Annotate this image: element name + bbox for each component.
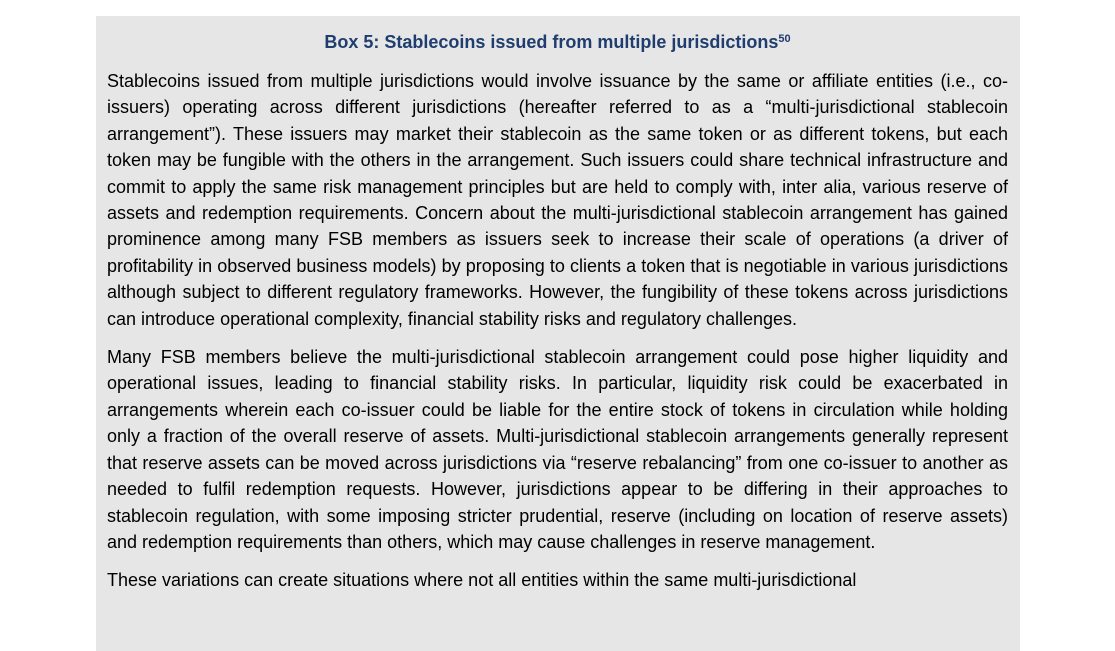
box-title-text: Box 5: Stablecoins issued from multiple jurisdictions	[324, 32, 779, 52]
paragraph-3: These variations can create situations where not all entities within the same multi-jurisdictional	[107, 570, 857, 591]
paragraph-1: Stablecoins issued from multiple jurisdictions would involve issuance by the same or affiliate entities (i.e., co-issuers) operating across different jurisdictions (hereafter referred to as a “multi-jurisdictional stablecoin arrangement”). These issuers may market their stablecoin as the same token or as different tokens, but each token may be fungible with the others in the arrangement. Such issuers could share technical infrastructure and commit to apply the same risk management principles but are held to comply with, inter alia, various reserve of assets and redemption requirements. Concern about the multi-jurisdictional stablecoin arrangement has gained prominence among many FSB members as issuers seek to increase their scale of operations (a driver of profitability in observed business models) by proposing to clients a token that is negotiable in various jurisdictions although subject to different regulatory frameworks. However, the fungibility of these tokens across jurisdictions can introduce operational complexity, financial stability risks and regulatory challenges.	[107, 71, 1008, 329]
box-5	[96, 16, 1020, 651]
footnote-ref[interactable]: 50	[778, 33, 791, 45]
box-title	[107, 28, 1008, 56]
paragraph-2: Many FSB members believe the multi-jurisdictional stablecoin arrangement could pose higher liquidity and operational issues, leading to financial stability risks. In particular, liquidity risk could be exacerbated in arrangements wherein each co-issuer could be liable for the entire stock of tokens in circulation while holding only a fraction of the overall reserve of assets. Multi-jurisdictional stablecoin arrangements generally represent that reserve assets can be moved across jurisdictions via “reserve rebalancing” from one co-issuer to another as needed to fulfil redemption requests. However, jurisdictions appear to be differing in their approaches to stablecoin regulation, with some imposing stricter prudential, reserve (including on location of reserve assets) and redemption requirements than others, which may cause challenges in reserve management.	[107, 347, 1008, 552]
